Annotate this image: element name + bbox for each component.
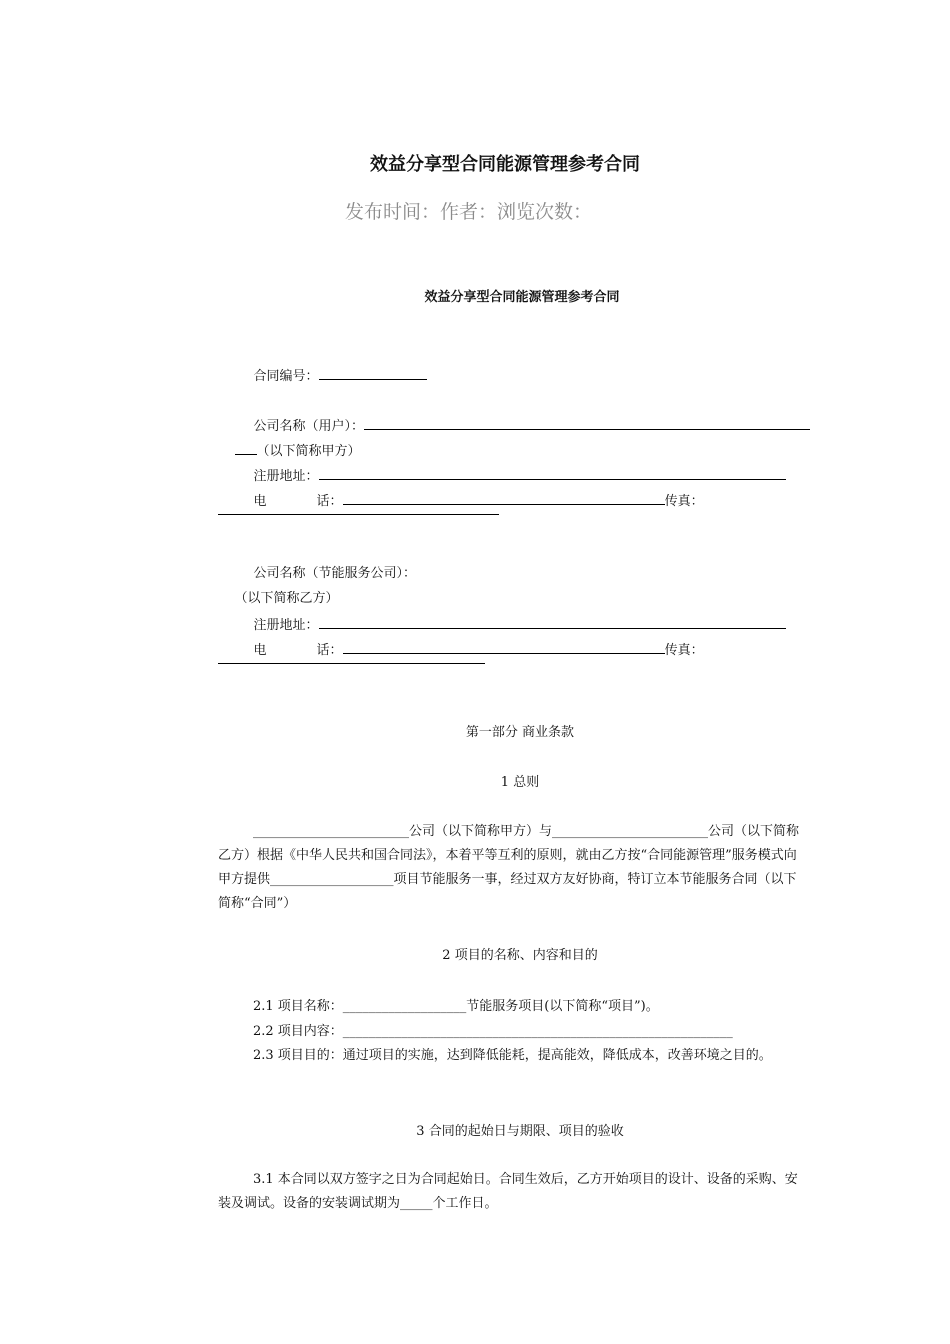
- party-b-name-label: 公司名称（节能服务公司）：: [253, 566, 417, 581]
- contract-no-row: [237, 351, 427, 401]
- publish-meta: 发布时间：作者：浏览次数：: [345, 201, 593, 223]
- party-a-phone-label-2: 话：: [316, 494, 343, 509]
- clause-3-1: 3.1 本合同以双方签字之日为合同起始日。合同生效后，乙方开始项目的设计、设备的采购、安装及调试。设备的安装调试期为_____个工作日。: [218, 1172, 798, 1211]
- party-a-name-label: 公司名称（用户）：: [253, 419, 365, 434]
- party-b-fax-label: 传真：: [664, 643, 704, 658]
- party-a-phone-label-1: 电: [253, 494, 267, 509]
- document-title: 效益分享型合同能源管理参考合同: [370, 154, 640, 175]
- party-a-phone-blank: [343, 492, 665, 505]
- party-b-phone-blank: [343, 641, 665, 654]
- party-a-phone-row: [237, 476, 704, 526]
- clause-2-2: 2.2 项目内容：____________________________________________________________: [253, 1024, 733, 1039]
- party-b-address-label: 注册地址：: [253, 618, 319, 633]
- party-a-fax-blank: [218, 514, 499, 515]
- section1-heading: 1 总则: [500, 775, 540, 790]
- party-b-alias: （以下简称乙方）: [234, 591, 339, 606]
- party-b-phone-label-2: 话：: [316, 643, 343, 658]
- party-b-phone-label-1: 电: [253, 643, 267, 658]
- party-a-fax-label: 传真：: [664, 494, 704, 509]
- party-a-alias: （以下简称甲方）: [256, 444, 361, 459]
- clause-2-3: 2.3 项目目的：通过项目的实施，达到降低能耗，提高能效，降低成本，改善环境之目的。: [253, 1048, 772, 1063]
- party-a-name-blank: [364, 417, 810, 430]
- contract-no-blank: [319, 367, 427, 380]
- clause-2-1: 2.1 项目名称：___________________节能服务项目(以下简称“项目”)。: [253, 999, 659, 1014]
- section2-heading: 2 项目的名称、内容和目的: [442, 948, 598, 963]
- party-b-phone-row: [237, 625, 704, 675]
- section3-heading: 3 合同的起始日与期限、项目的验收: [416, 1124, 624, 1139]
- section1-paragraph: ________________________公司（以下简称甲方）与________________________公司（以下简称乙方）根据《中华人民共和国合同法》，本着平等互利的原则，就由乙方按“合同能源管理”服务模式向甲方提供___________________项目节能服务一事，经过双方友好协商，特订立本节能服务合同（以下简称“合同”）: [218, 824, 800, 911]
- part1-heading: 第一部分 商业条款: [465, 725, 575, 740]
- contract-no-label: 合同编号：: [253, 369, 319, 384]
- party-b-fax-blank: [218, 663, 485, 664]
- contract-title: 效益分享型合同能源管理参考合同: [424, 290, 620, 305]
- party-a-address-label: 注册地址：: [253, 469, 319, 484]
